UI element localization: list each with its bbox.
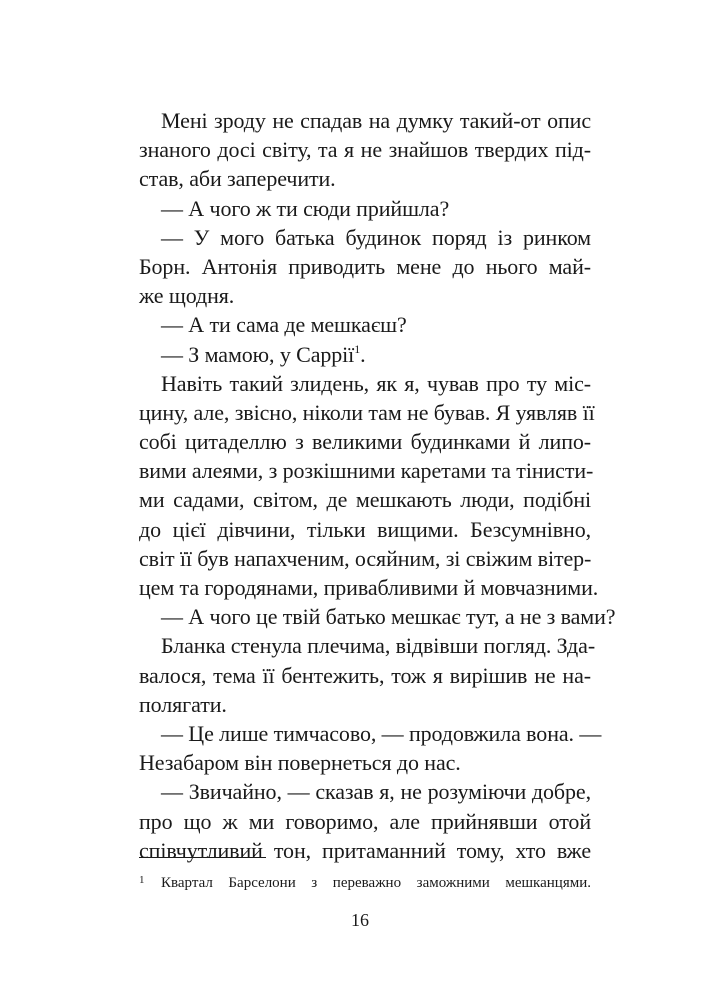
text-line: — А чого ж ти сюди прийшла? xyxy=(161,195,450,221)
footnote-divider xyxy=(139,857,266,858)
text-line: полягати. xyxy=(139,691,227,717)
text-line: — А чого це твій батько мешкає тут, а не з вами? xyxy=(161,604,616,630)
text-line: — А ти сама де мешкаєш? xyxy=(161,312,407,338)
text-line: світ її був напахченим, осяйним, зі свіжим вітер- xyxy=(139,545,592,571)
text-line: Незабаром він повернеться до нас. xyxy=(139,750,461,776)
text-line: цем та городянами, привабливими й мовчазними. xyxy=(139,575,599,600)
text-line: Борн. Антонія приводить мене до нього май- xyxy=(139,253,591,279)
text-line: співчутливий тон, притаманний тому, хто вже xyxy=(139,837,591,863)
text-line: вими алеями, з розкішними каретами та тінисти- xyxy=(139,458,594,484)
text-line: — Це лише тимчасово, — продовжила вона. — xyxy=(161,720,602,746)
text-line: Бланка стенула плечима, відвівши погляд. Зда- xyxy=(161,633,596,659)
text-line: про що ж ми говоримо, але прийнявши отой xyxy=(139,808,591,834)
footnote xyxy=(139,870,591,893)
text-line: до цієї дівчини, тільки вищими. Безсумнівно, xyxy=(139,516,591,542)
text-line: ми садами, світом, де мешкають люди, подібні xyxy=(139,487,591,513)
text-line: — У мого батька будинок поряд із ринком xyxy=(161,224,591,250)
text-line: — Звичайно, — сказав я, не розуміючи добре, xyxy=(161,779,591,805)
text-line-end: . xyxy=(360,341,366,367)
footnote-text: Квартал Барселони з переважно заможними мешканцями. xyxy=(161,875,591,891)
text-line: знаного досі світу, та я не знайшов твердих під- xyxy=(139,137,591,163)
footnote-reference: 1 xyxy=(354,341,361,356)
text-line: став, аби заперечити. xyxy=(139,166,336,192)
text-line xyxy=(139,340,591,369)
page-number: 16 xyxy=(351,910,369,930)
text-line-content: — З мамою, у Саррії xyxy=(161,341,355,367)
text-line: собі цитаделлю з великими будинками й липо- xyxy=(139,429,591,455)
text-line: цину, але, звісно, ніколи там не бував. Я уявляв її xyxy=(139,399,595,425)
text-line: Навіть такий злидень, як я, чував про ту міс- xyxy=(161,370,591,396)
text-line: Мені зроду не спадав на думку такий-от опис xyxy=(161,108,591,133)
text-line: валося, тема її бентежить, тож я вирішив не на- xyxy=(139,662,591,688)
footnote-number: 1 xyxy=(139,874,145,886)
text-line: же щодня. xyxy=(139,283,235,309)
body-text xyxy=(139,106,616,865)
